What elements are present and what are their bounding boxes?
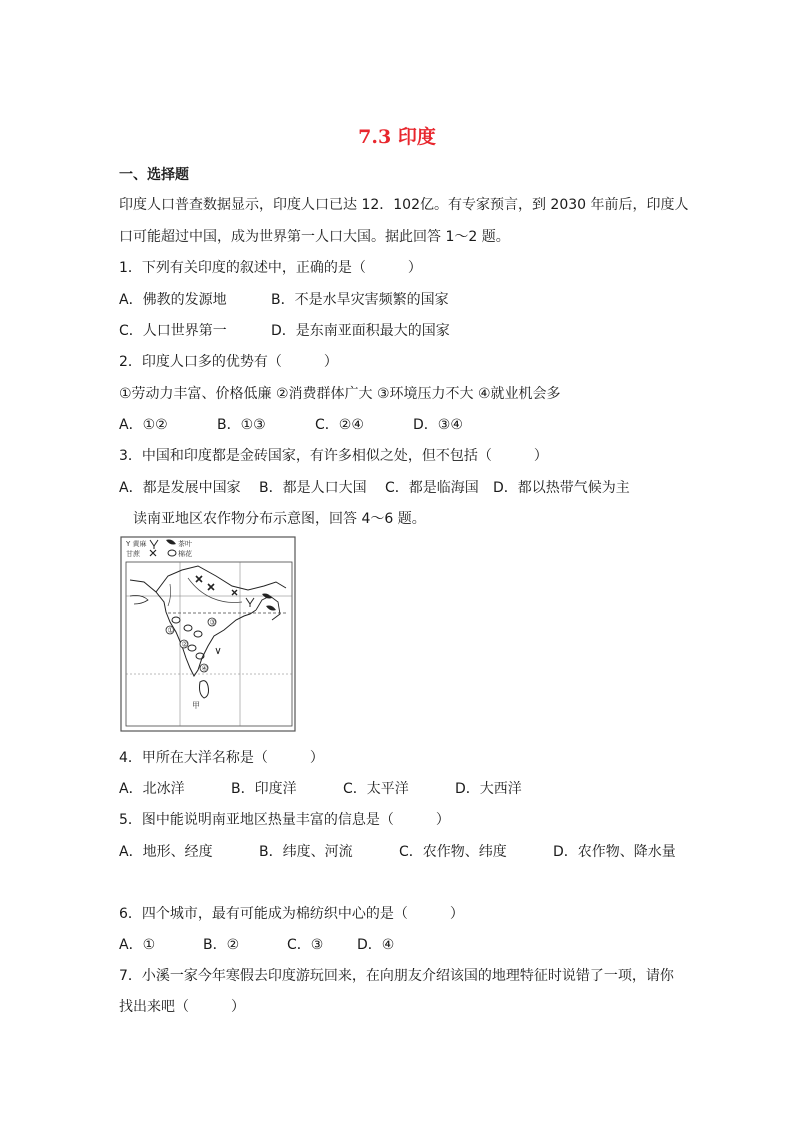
marker-2: ② [181, 640, 188, 649]
map-frame [121, 537, 295, 731]
legend-jute: Y 黄麻 [126, 540, 147, 548]
q5-option-d[interactable]: D．农作物、降水量 [553, 844, 676, 860]
marker-3: ③ [209, 618, 216, 627]
q7-line-2: 找出来吧（ ） [119, 999, 245, 1015]
q1-option-a[interactable]: A．佛教的发源地 [119, 292, 227, 308]
q2-options-row [119, 415, 719, 435]
q6-stem: 6．四个城市，最有可能成为棉纺织中心的是（ ） [119, 906, 464, 922]
q1-option-b[interactable]: B．不是水旱灾害频繁的国家 [271, 292, 449, 308]
q5-option-c[interactable]: C．农作物、纬度 [399, 844, 507, 860]
q2-option-d[interactable]: D．③④ [413, 417, 463, 433]
q2-option-c[interactable]: C．②④ [315, 417, 364, 433]
q2-stem: 2．印度人口多的优势有（ ） [119, 354, 338, 370]
q2-option-a[interactable]: A．①② [119, 417, 168, 433]
q2-option-b[interactable]: B．①③ [217, 417, 266, 433]
q1-stem: 1．下列有关印度的叙述中，正确的是（ ） [119, 260, 422, 276]
q3-option-c[interactable]: C．都是临海国 [385, 480, 479, 496]
q5-stem: 5．图中能说明南亚地区热量丰富的信息是（ ） [119, 812, 450, 828]
q5-option-b[interactable]: B．纬度、河流 [259, 844, 353, 860]
q3-stem: 3．中国和印度都是金砖国家，有许多相似之处，但不包括（ ） [119, 448, 548, 464]
intro-line-2: 口可能超过中国，成为世界第一人口大国。据此回答 1～2 题。 [119, 229, 510, 245]
south-asia-crop-map [120, 536, 296, 732]
q4-options-row [119, 779, 719, 799]
q6-option-d[interactable]: D．④ [357, 937, 395, 953]
q4-option-b[interactable]: B．印度洋 [231, 781, 297, 797]
q1-option-d[interactable]: D．是东南亚面积最大的国家 [271, 323, 450, 339]
q3-option-a[interactable]: A．都是发展中国家 [119, 480, 241, 496]
marker-1: ① [167, 626, 174, 635]
q6-option-b[interactable]: B．② [203, 937, 240, 953]
q2-items: ①劳动力丰富、价格低廉 ②消费群体广大 ③环境压力不大 ④就业机会多 [119, 386, 561, 402]
legend-cotton: 棉花 [178, 550, 192, 558]
q5-option-a[interactable]: A．地形、经度 [119, 844, 213, 860]
q5-options-row [119, 842, 719, 862]
q4-option-c[interactable]: C．太平洋 [343, 781, 409, 797]
q6-option-c[interactable]: C．③ [287, 937, 324, 953]
intro-line-1: 印度人口普查数据显示，印度人口已达 12．102亿。有专家预言，到 2030 年前后，印度人 [119, 197, 689, 213]
ocean-label-jia: 甲 [192, 701, 200, 710]
map-intro: 读南亚地区农作物分布示意图，回答 4～6 题。 [133, 511, 426, 527]
legend-tea: 茶叶 [178, 540, 192, 548]
q1-options-row-1 [119, 290, 719, 310]
q6-option-a[interactable]: A．① [119, 937, 156, 953]
page-title: 7.3 印度 [358, 126, 436, 148]
marker-4: ④ [201, 664, 208, 673]
q1-option-c[interactable]: C．人口世界第一 [119, 323, 227, 339]
q1-options-row-2 [119, 321, 719, 341]
q3-options-row [119, 478, 719, 498]
section-heading: 一、选择题 [119, 167, 189, 183]
q7-line-1: 7．小溪一家今年寒假去印度游玩回来，在向朋友介绍该国的地理特征时说错了一项，请你 [119, 968, 674, 984]
q3-option-b[interactable]: B．都是人口大国 [259, 480, 367, 496]
q4-option-d[interactable]: D．大西洋 [455, 781, 522, 797]
q4-option-a[interactable]: A．北冰洋 [119, 781, 185, 797]
q3-option-d[interactable]: D．都以热带气候为主 [493, 480, 630, 496]
legend-sugarcane: 甘蔗 [126, 550, 140, 558]
q4-stem: 4．甲所在大洋名称是（ ） [119, 750, 324, 766]
q6-options-row [119, 935, 719, 955]
map-svg [120, 536, 296, 732]
